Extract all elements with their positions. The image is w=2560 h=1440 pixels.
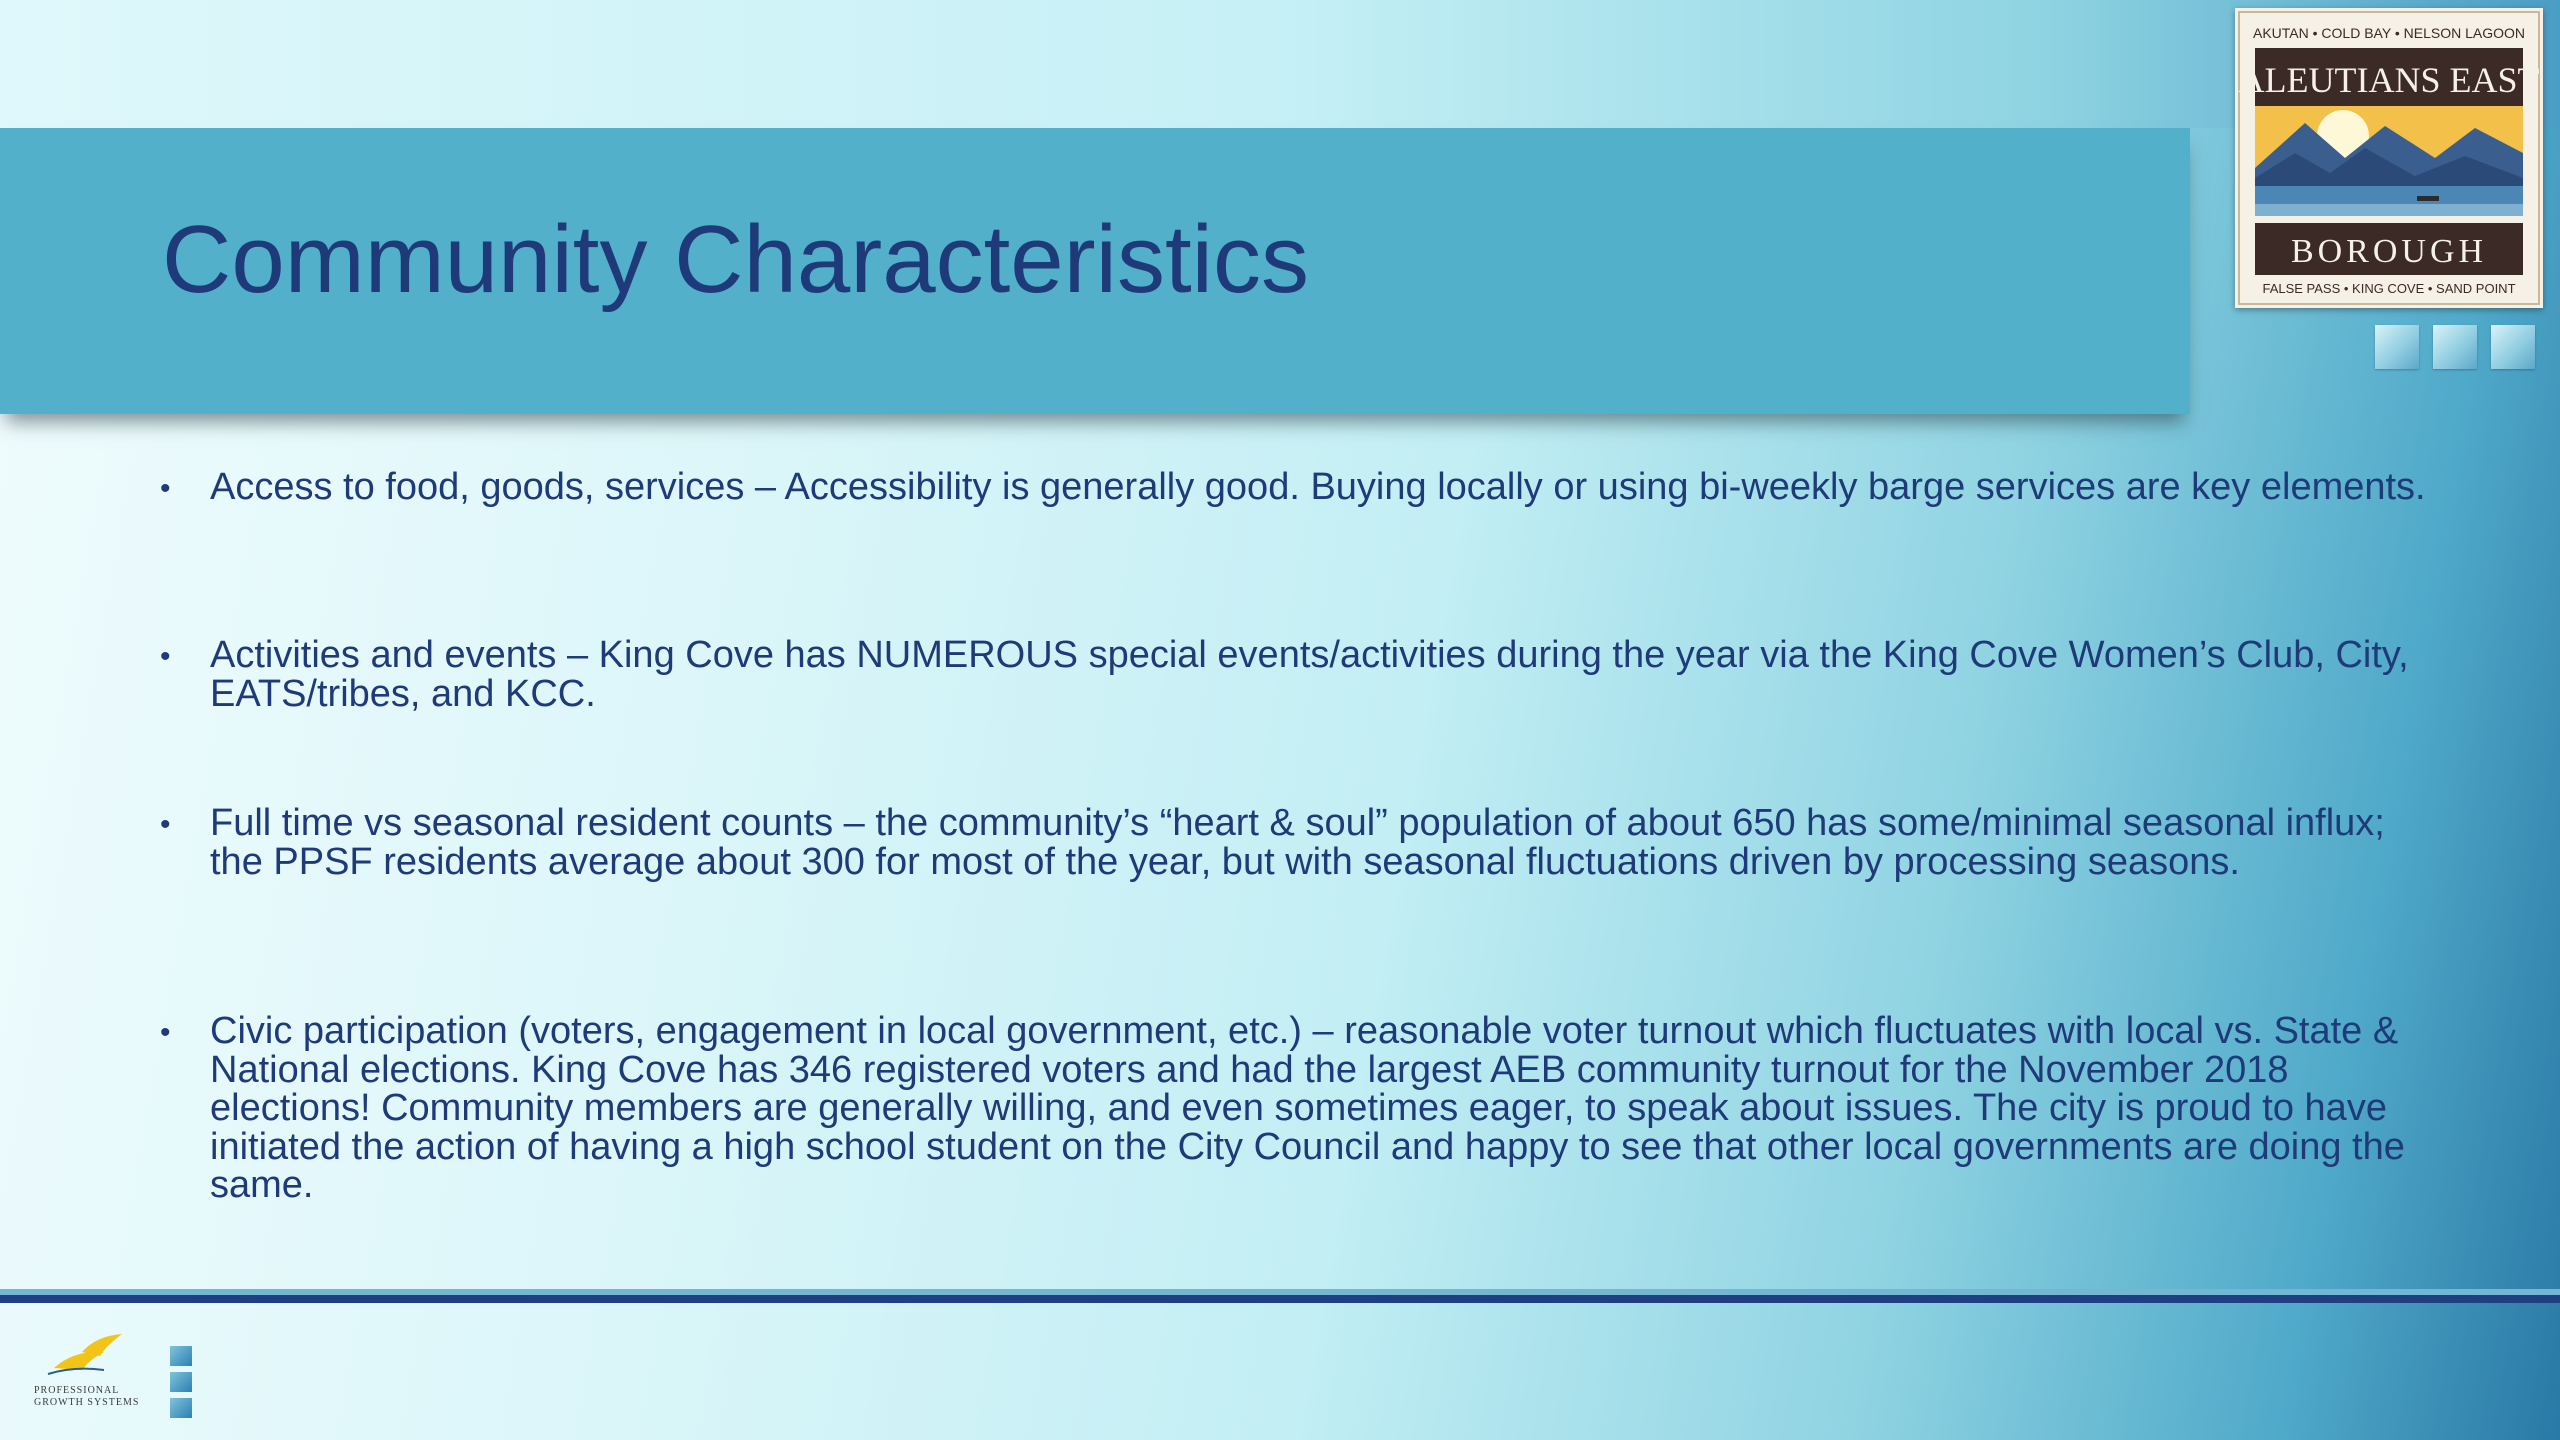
bullet-text: Full time vs seasonal resident counts – the community’s “heart & soul” population of about 650 has some/minimal seasonal influx; the PPSF residents average about 300 for most of the year, but with seasonal fluctuations driven by processing seasons. <box>210 802 2385 883</box>
footer-divider-dark <box>0 1295 2560 1303</box>
professional-growth-systems-logo <box>34 1330 164 1420</box>
footer-decorative-bars <box>170 1346 192 1420</box>
slide-title: Community Characteristics <box>162 206 1309 313</box>
logo-name-bottom: BOROUGH <box>2290 233 2488 270</box>
logo-name-top: ALEUTIANS EAST <box>2238 60 2540 100</box>
bullet-text: Access to food, goods, services – Accessibility is generally good. Buying locally or using bi-weekly barge services are key elements. <box>210 466 2426 508</box>
pgs-bird-icon <box>34 1330 164 1385</box>
bullet-marker: • <box>160 808 171 841</box>
bullet-text: Activities and events – King Cove has NUMEROUS special events/activities during the year via the King Cove Women’s Club, City, EATS/tribes, and KCC. <box>210 634 2409 715</box>
decorative-squares <box>2375 325 2535 369</box>
aleutians-east-borough-logo <box>2235 8 2543 308</box>
footer-bar <box>170 1372 192 1392</box>
footer-bar <box>170 1346 192 1366</box>
bullet-marker: • <box>160 640 171 673</box>
top-background-band <box>0 0 2560 128</box>
decorative-square <box>2433 325 2477 369</box>
bullet-text: Civic participation (voters, engagement in local government, etc.) – reasonable voter turnout which fluctuates with local vs. State & National elections. King Cove has 346 registered voters and had the largest AEB community turnout for the November 2018 elections! Community members are generally willing, and even sometimes eager, to speak about issues. The city is proud to have initiated the action of having a high school student on the City Council and happy to see that other local governments are doing the same. <box>210 1010 2405 1206</box>
decorative-square <box>2491 325 2535 369</box>
logo-top-communities: AKUTAN • COLD BAY • NELSON LAGOON <box>2253 25 2525 41</box>
logo-bottom-communities: FALSE PASS • KING COVE • SAND POINT <box>2262 281 2516 296</box>
pgs-logo-text: PROFESSIONAL GROWTH SYSTEMS <box>34 1385 140 1408</box>
borough-seal-graphic <box>2235 8 2543 308</box>
bullet-marker: • <box>160 472 171 505</box>
decorative-square <box>2375 325 2419 369</box>
footer-bar <box>170 1398 192 1418</box>
bullet-marker: • <box>160 1016 171 1049</box>
